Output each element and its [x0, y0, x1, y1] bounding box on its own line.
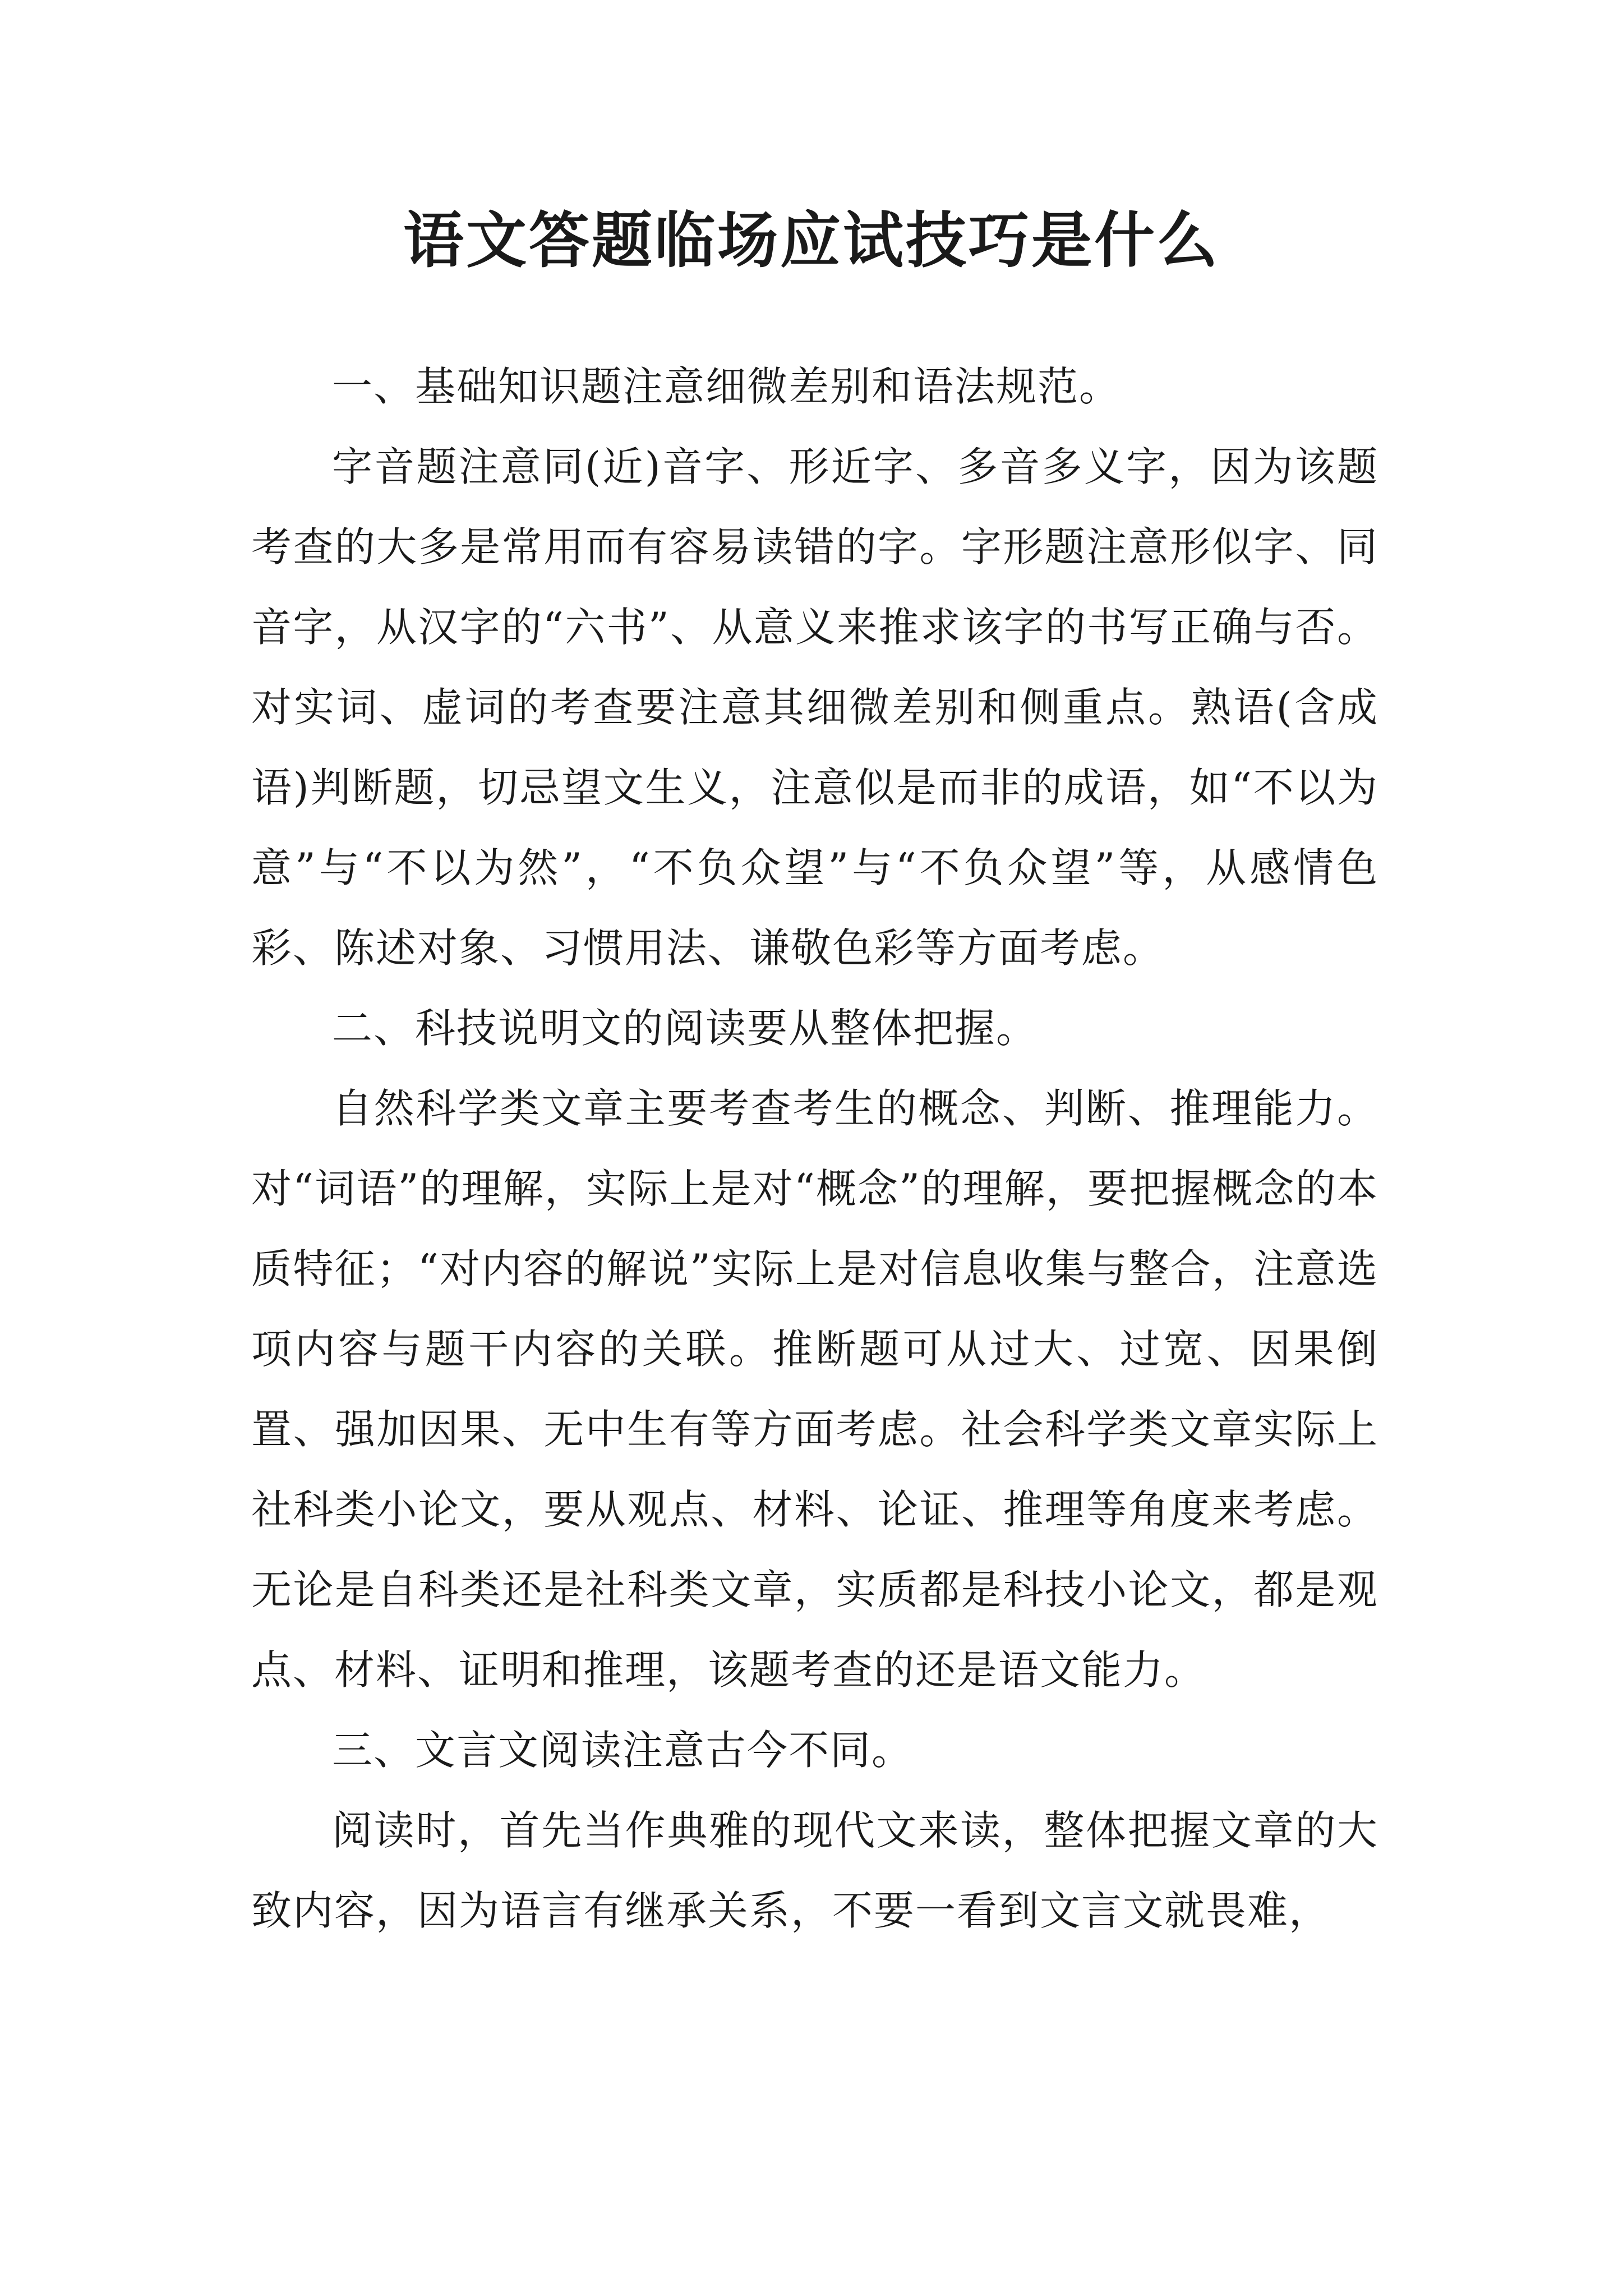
document-body — [251, 347, 1378, 1951]
heading-basic-knowledge: 一、基础知识题注意细微差别和语法规范。 — [332, 363, 1121, 410]
heading-science-reading: 二、科技说明文的阅读要从整体把握。 — [332, 1005, 1038, 1052]
paragraph-science-reading: 自然科学类文章主要考查考生的概念、判断、推理能力。对“词语”的理解，实际上是对“概念”的理解，要把握概念的本质特征；“对内容的解说”实际上是对信息收集与整合，注意选项内容与题干内容的关联。推断题可从过大、过宽、因果倒置、强加因果、无中生有等方面考虑。社会科学类文章实际上社科类小论文，要从观点、材料、论证、推理等角度来考虑。无论是自科类还是社科类文章，实质都是科技小论文，都是观点、材料、证明和推理，该题考查的还是语文能力。 — [251, 1085, 1378, 1694]
heading-classical-chinese: 三、文言文阅读注意古今不同。 — [332, 1727, 914, 1774]
document-title: 语文答题临场应试技巧是什么 — [403, 206, 1220, 276]
paragraph-classical-chinese: 阅读时，首先当作典雅的现代文来读，整体把握文章的大致内容，因为语言有继承关系，不要一看到文言文就畏难， — [251, 1807, 1378, 1934]
paragraph-basic-knowledge: 字音题注意同(近)音字、形近字、多音多义字，因为该题考查的大多是常用而有容易读错的字。字形题注意形似字、同音字，从汉字的“六书”、从意义来推求该字的书写正确与否。对实词、虚词的考查要注意其细微差别和侧重点。熟语(含成语)判断题，切忌望文生义，注意似是而非的成语，如“不以为意”与“不以为然”，“不负众望”与“不负众望”等，从感情色彩、陈述对象、习惯用法、谦敬色彩等方面考虑。 — [251, 443, 1378, 972]
